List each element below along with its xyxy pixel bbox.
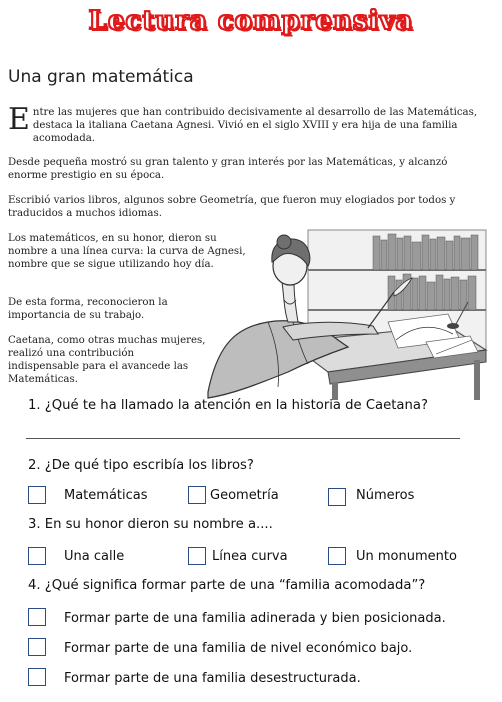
reading-paragraph-5: De esta forma, reconocieron la importancia de su trabajo. — [8, 297, 168, 321]
reading-paragraph-1 — [8, 102, 478, 145]
checkbox-q4-adinerada[interactable] — [28, 608, 46, 626]
option-q3-linea-curva: Línea curva — [212, 549, 288, 564]
checkbox-q2-geometria[interactable] — [188, 486, 206, 504]
checkbox-q3-monumento[interactable] — [328, 547, 346, 565]
answer-line-1[interactable] — [26, 438, 460, 439]
option-q2-matematicas: Matemáticas — [64, 488, 148, 503]
option-q3-monumento: Un monumento — [356, 549, 457, 564]
checkbox-q3-calle[interactable] — [28, 547, 46, 565]
question-2: 2. ¿De qué tipo escribía los libros? — [28, 458, 254, 473]
reading-paragraph-3: Escribió varios libros, algunos sobre Geometría, que fueron muy elogiados por todos y traducidos a muchos idiomas. — [8, 195, 456, 219]
option-q4-adinerada: Formar parte de una familia adinerada y bien posicionada. — [64, 611, 446, 626]
reading-paragraph-1-text: ntre las mujeres que han contribuido decisivamente al desarrollo de las Matemáticas, destaca la italiana Caetana Agnesi. Vivió en el siglo XVIII y era hija de una familia acomodada. — [32, 107, 478, 144]
checkbox-q4-desestructurada[interactable] — [28, 668, 46, 686]
question-4: 4. ¿Qué significa formar parte de una “familia acomodada”? — [28, 578, 426, 593]
option-q4-nivel-bajo: Formar parte de una familia de nivel económico bajo. — [64, 641, 413, 656]
reading-paragraph-4: Los matemáticos, en su honor, dieron su nombre a una línea curva: la curva de Agnesi, nombre que se sigue utilizando hoy día. — [8, 233, 246, 270]
checkbox-q2-matematicas[interactable] — [28, 486, 46, 504]
reading-title: Una gran matemática — [8, 67, 194, 87]
agnesi-illustration — [198, 222, 488, 400]
question-3: 3. En su honor dieron su nombre a.... — [28, 517, 273, 532]
drop-cap: E — [8, 102, 30, 137]
reading-paragraph-2: Desde pequeña mostró su gran talento y gran interés por las Matemáticas, y alcanzó enorme prestigio en su época. — [8, 157, 448, 181]
worksheet-banner: Lectura comprensiva — [88, 6, 414, 36]
checkbox-q3-linea-curva[interactable] — [188, 547, 206, 565]
question-1: 1. ¿Qué te ha llamado la atención en la historia de Caetana? — [28, 398, 428, 413]
option-q4-desestructurada: Formar parte de una familia desestructurada. — [64, 671, 361, 686]
checkbox-q4-nivel-bajo[interactable] — [28, 638, 46, 656]
option-q2-numeros: Números — [356, 488, 415, 503]
reading-paragraph-6: Caetana, como otras muchas mujeres, realizó una contribución indispensable para el avancede las Matemáticas. — [8, 335, 206, 385]
option-q2-geometria: Geometría — [210, 488, 279, 503]
option-q3-calle: Una calle — [64, 549, 125, 564]
checkbox-q2-numeros[interactable] — [328, 488, 346, 506]
